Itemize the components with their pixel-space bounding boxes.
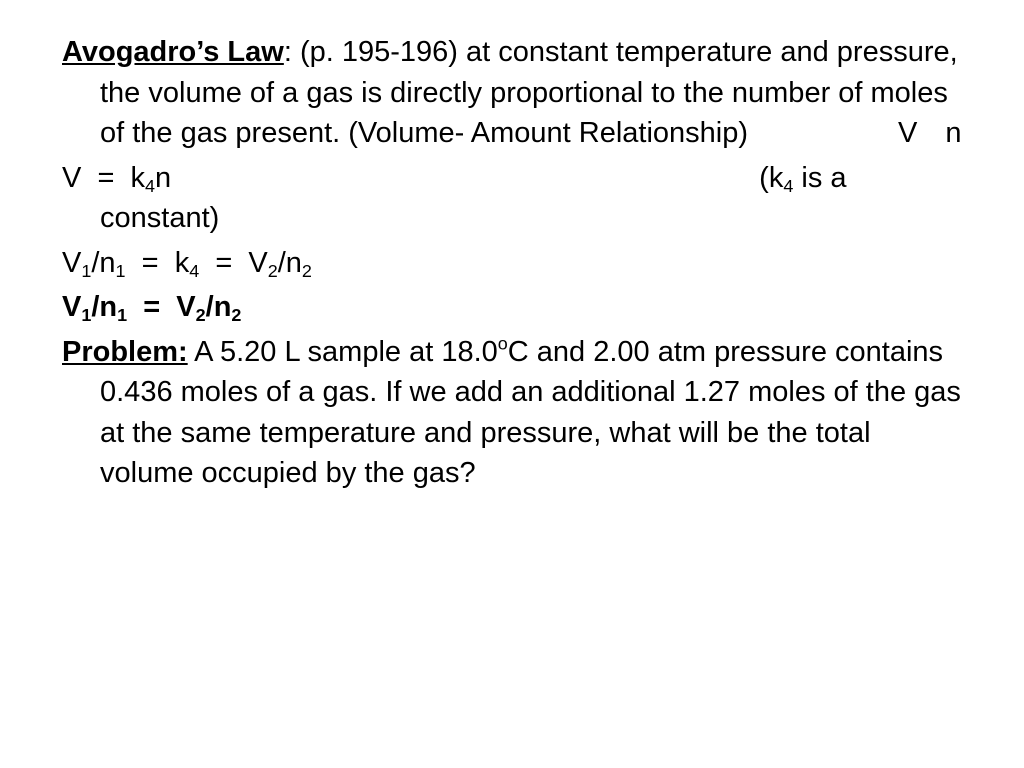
eq3-n1-subscript: 1: [117, 305, 128, 326]
problem-heading: Problem:: [62, 335, 188, 368]
eq2-equals-k: = k: [125, 246, 190, 279]
problem-paragraph: [62, 332, 962, 494]
avogadro-law-paragraph: [62, 32, 962, 154]
constant-note-subscript: 4: [783, 175, 794, 196]
eq3-slash-n: /n: [91, 291, 118, 323]
eq3-equals-v: = V: [127, 291, 196, 323]
equation1-k-subscript: 4: [145, 175, 156, 196]
eq2-slash-n2: /n: [277, 246, 302, 279]
slide-body: [62, 32, 962, 498]
eq3-slash-n2: /n: [205, 291, 232, 323]
eq3-v1-subscript: 1: [81, 305, 92, 326]
avogadro-law-definition: (p. 195-196) at constant temperature and pressure, the volume of a gas is directly proportional to the number of moles of the gas present. (Volume- Amount Relationship): [100, 36, 958, 149]
constant-note-rest: is a constant): [100, 161, 847, 234]
avogadro-colon: :: [283, 36, 292, 68]
eq2-k-subscript: 4: [189, 260, 200, 281]
eq2-n2-subscript: 2: [301, 260, 312, 281]
equation-v-equals-kn: [62, 158, 962, 239]
relation-v: V: [898, 117, 918, 149]
equation-ratio-bold: [62, 287, 962, 328]
eq3-n2-subscript: 2: [231, 305, 242, 326]
equation-ratio-constant: [62, 243, 962, 284]
equation1-n: n: [155, 161, 172, 194]
eq3-v: V: [62, 291, 82, 323]
eq3-v2-subscript: 2: [195, 305, 206, 326]
eq2-equals-v: = V: [199, 246, 268, 279]
problem-text-a: A 5.20 L sample at 18.0: [187, 335, 498, 368]
degree-superscript: o: [497, 332, 508, 353]
eq2-n1-subscript: 1: [115, 260, 126, 281]
eq2-v1-subscript: 1: [81, 260, 92, 281]
relation-n: n: [945, 117, 962, 149]
eq2-slash-n: /n: [91, 246, 116, 279]
equation1-lhs: V = k: [62, 161, 146, 194]
problem-text-b: C and 2.00 atm pressure contains 0.436 moles of a gas. If we add an additional 1.27 moles of the gas at the same temperature and pressure, what will be the total volume occupied by the gas?: [100, 335, 961, 489]
avogadro-law-heading: Avogadro’s Law: [62, 36, 284, 68]
eq2-v2-subscript: 2: [267, 260, 278, 281]
eq2-v: V: [62, 246, 82, 279]
constant-note-open: (k: [759, 161, 784, 194]
